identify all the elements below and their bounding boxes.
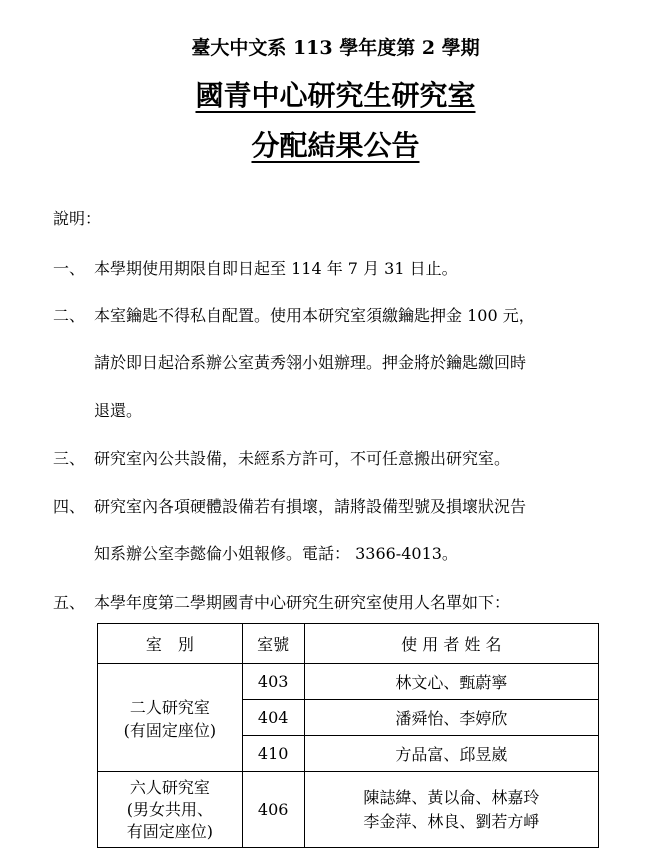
- room-number-cell: 403: [242, 664, 304, 700]
- semester-heading: 臺大中文系 113 學年度第 2 學期: [191, 37, 480, 59]
- table-row: [98, 664, 599, 700]
- table-row: [98, 772, 599, 848]
- item-text: 本學期使用期限自即日起至 114 年 7 月 31 日止。: [94, 259, 458, 278]
- item-text: 退還。: [94, 401, 143, 420]
- column-header-room-number: 室號: [242, 624, 304, 664]
- room-type-line: 有固定座位): [126, 821, 213, 841]
- room-type-line: 六人研究室: [129, 777, 210, 797]
- user-names-cell: [304, 772, 598, 848]
- room-type-line: (有固定座位): [123, 720, 217, 740]
- notes-label: 說明：: [53, 209, 102, 228]
- item-text: 研究室內公共設備，未經系方許可，不可任意搬出研究室。: [94, 449, 511, 468]
- item-text: 本室鑰匙不得私自配置。使用本研究室須繳鑰匙押金 100 元，: [94, 306, 535, 325]
- item-text: 研究室內各項硬體設備若有損壞，請將設備型號及損壞狀況告: [94, 497, 527, 516]
- item-number: 二、: [53, 306, 86, 325]
- item-text: 本學年度第二學期國青中心研究生研究室使用人名單如下：: [94, 593, 511, 612]
- room-type-cell: [98, 664, 243, 772]
- column-header-room-type: 室 別: [98, 624, 243, 664]
- item-number: 五、: [53, 593, 86, 612]
- user-names-line: 李金萍、林良、劉若方崢: [363, 811, 540, 831]
- user-names-cell: 林文心、甄蔚寧: [304, 664, 598, 700]
- user-names-cell: 方品富、邱昱崴: [304, 736, 598, 772]
- item-number: 四、: [53, 497, 86, 516]
- room-type-line: (男女共用、: [126, 799, 213, 819]
- room-type-line: 二人研究室: [129, 697, 210, 717]
- room-number-cell: 404: [242, 700, 304, 736]
- item-number: 三、: [53, 449, 86, 468]
- room-number-cell: 406: [242, 772, 304, 848]
- item-text: 請於即日起洽系辦公室黃秀翎小姐辦理。押金將於鑰匙繳回時: [94, 353, 527, 372]
- user-names-cell: 潘舜怡、李婷欣: [304, 700, 598, 736]
- item-text: 知系辦公室李懿倫小姐報修。電話： 3366-4013。: [94, 544, 458, 563]
- page-title: 國青中心研究生研究室: [195, 79, 476, 112]
- room-type-cell: [98, 772, 243, 848]
- item-number: 一、: [53, 259, 86, 278]
- table-header-row: [98, 624, 599, 664]
- room-assignment-table: [97, 623, 599, 848]
- user-names-line: 陳誌緯、黃以侖、林嘉玲: [363, 787, 540, 807]
- column-header-user-names: 使 用 者 姓 名: [304, 624, 598, 664]
- room-number-cell: 410: [242, 736, 304, 772]
- page-subtitle: 分配結果公告: [251, 129, 420, 162]
